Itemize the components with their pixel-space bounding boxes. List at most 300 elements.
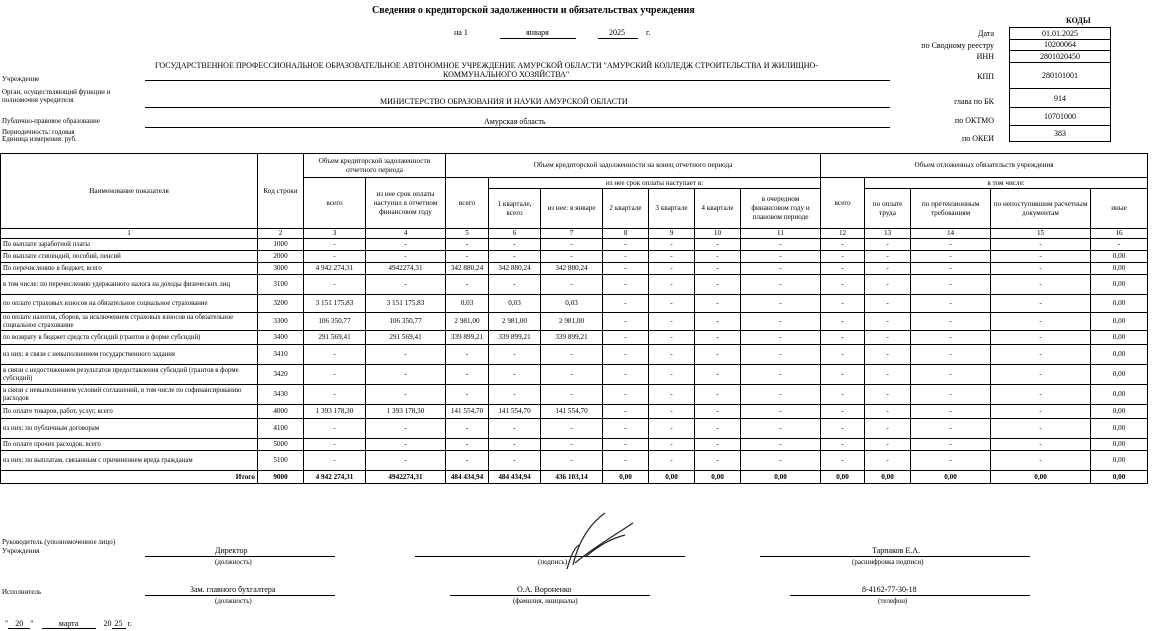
row-value: 4 942 274,31 — [304, 263, 366, 275]
row-value: - — [304, 275, 366, 295]
header-next: в очередном финансовом году и плановом периоде — [741, 189, 821, 229]
row-value: - — [649, 275, 695, 295]
row-value: - — [911, 295, 991, 313]
table-row — [1, 239, 1148, 251]
row-value: - — [911, 419, 991, 439]
head-position-caption: (должность) — [215, 558, 252, 566]
row-value: 4 942 274,31 — [304, 471, 366, 484]
row-name: в том числе: по перечислению удержанного налога на доходы физических лиц — [1, 275, 258, 295]
code-value-bk: 914 — [1009, 89, 1111, 108]
row-value: - — [541, 439, 603, 451]
header-group3: Объем отложенных обязательств учреждения — [821, 154, 1148, 178]
row-value: - — [695, 439, 741, 451]
row-value: - — [695, 313, 741, 331]
row-value: 2 981,00 — [489, 313, 541, 331]
row-value: - — [541, 385, 603, 405]
signature-caption: (подпись) — [538, 558, 568, 566]
row-value: - — [741, 239, 821, 251]
exec-name: О.А. Вороненко — [517, 585, 572, 594]
date-month: января — [526, 28, 549, 37]
row-code: 2000 — [258, 251, 304, 263]
header-q2: 2 квартале — [603, 189, 649, 229]
row-value: - — [911, 239, 991, 251]
header-g1-due: из нее срок оплаты наступил в отчетном финансовом году — [366, 178, 446, 229]
exec-position: Зам. главного бухгалтера — [190, 585, 276, 594]
label-founder-1: Орган, осуществляющий функции и — [2, 88, 111, 96]
header-q3: 3 квартале — [649, 189, 695, 229]
date-suffix: г. — [646, 28, 651, 37]
row-value: 0,00 — [865, 471, 911, 484]
row-name: По перечислению в бюджет, всего — [1, 263, 258, 275]
row-value: - — [865, 419, 911, 439]
row-value: 0,00 — [1091, 313, 1148, 331]
row-code: 9000 — [258, 471, 304, 484]
table-row — [1, 345, 1148, 365]
row-value: - — [304, 385, 366, 405]
exec-phone: 8-4162-77-30-18 — [862, 585, 917, 594]
row-value: 106 350,77 — [304, 313, 366, 331]
row-value: - — [446, 251, 489, 263]
row-value: - — [1091, 239, 1148, 251]
column-number: 11 — [741, 229, 821, 239]
row-value: - — [865, 263, 911, 275]
row-name: Итого — [1, 471, 258, 484]
row-value: - — [649, 263, 695, 275]
label-ppo: Публично-правовое образование — [2, 117, 100, 125]
row-value: - — [911, 313, 991, 331]
row-value: - — [991, 405, 1091, 419]
row-value: - — [366, 419, 446, 439]
row-value: 1 393 178,30 — [304, 405, 366, 419]
header-q4: 4 квартале — [695, 189, 741, 229]
head-position: Директор — [215, 546, 248, 555]
codes-heading: КОДЫ — [1066, 16, 1091, 25]
row-value: 0,00 — [1091, 251, 1148, 263]
column-number: 3 — [304, 229, 366, 239]
row-value: 0,00 — [1091, 419, 1148, 439]
row-code: 4100 — [258, 419, 304, 439]
row-code: 3420 — [258, 365, 304, 385]
row-value: - — [865, 251, 911, 263]
row-value: - — [821, 365, 865, 385]
row-value: - — [304, 345, 366, 365]
row-value: - — [865, 313, 911, 331]
row-value: - — [911, 263, 991, 275]
row-value: - — [603, 239, 649, 251]
row-value: - — [821, 385, 865, 405]
report-date: " 20 " марта 20 25 г. — [5, 619, 132, 628]
table-row — [1, 405, 1148, 419]
header-claims: по претензионным требованиям — [911, 189, 991, 229]
row-name: из них: в связи с невыполнением государственного задания — [1, 345, 258, 365]
table-row — [1, 313, 1148, 331]
head-name-caption: (расшифровка подписи) — [852, 558, 924, 566]
row-value: - — [304, 451, 366, 471]
row-value: - — [649, 331, 695, 345]
code-label-inn: ИНН — [976, 52, 994, 61]
row-value: - — [695, 365, 741, 385]
row-value: - — [603, 419, 649, 439]
row-value: 339 899,21 — [541, 331, 603, 345]
row-value: 0,00 — [1091, 331, 1148, 345]
row-value: - — [821, 439, 865, 451]
row-value: 0,00 — [1091, 263, 1148, 275]
row-value: - — [603, 263, 649, 275]
row-value: - — [821, 295, 865, 313]
founder-name: МИНИСТЕРСТВО ОБРАЗОВАНИЯ И НАУКИ АМУРСКОЙ ОБЛАСТИ — [380, 97, 628, 106]
row-value: - — [991, 451, 1091, 471]
row-code: 3410 — [258, 345, 304, 365]
row-value: - — [541, 451, 603, 471]
header-q1: 1 квартале, всего — [489, 189, 541, 229]
row-value: - — [603, 365, 649, 385]
row-code: 3400 — [258, 331, 304, 345]
row-value: - — [865, 365, 911, 385]
row-value: 0,00 — [1091, 275, 1148, 295]
row-value: - — [304, 419, 366, 439]
row-value: 0,00 — [603, 471, 649, 484]
code-label-registry: по Сводному реестру — [921, 41, 994, 50]
row-value: - — [446, 419, 489, 439]
code-value-date: 01.01.2025 — [1009, 27, 1111, 40]
code-value-oktmo: 10701000 — [1009, 108, 1111, 126]
row-value: - — [366, 251, 446, 263]
row-value: - — [991, 345, 1091, 365]
row-value: - — [695, 345, 741, 365]
row-value: - — [991, 239, 1091, 251]
label-period: Периодичность: годовая — [2, 128, 75, 136]
row-value: - — [603, 275, 649, 295]
row-value: - — [911, 251, 991, 263]
row-value: - — [695, 385, 741, 405]
row-name: в связи с невыполнением условий соглашений, в том числе по софинансированию расходов — [1, 385, 258, 405]
header-code: Код строки — [258, 154, 304, 229]
row-value: - — [366, 385, 446, 405]
row-value: 342 880,24 — [446, 263, 489, 275]
row-value: - — [489, 385, 541, 405]
row-value: - — [304, 251, 366, 263]
row-value: 0,00 — [821, 471, 865, 484]
row-value: 0,03 — [541, 295, 603, 313]
row-name: в связи с недостижением результатов предоставления субсидий (грантов в форме субсидий) — [1, 365, 258, 385]
column-number: 12 — [821, 229, 865, 239]
report-date-suffix: г. — [127, 619, 132, 628]
header-other: иные — [1091, 189, 1148, 229]
header-name: Наименование показателя — [1, 154, 258, 229]
header-labor: по оплате труда — [865, 189, 911, 229]
row-value: - — [911, 331, 991, 345]
row-value: 3 151 175,83 — [366, 295, 446, 313]
row-value: - — [446, 451, 489, 471]
row-value: - — [541, 365, 603, 385]
row-value: 436 103,14 — [541, 471, 603, 484]
code-value-okei: 383 — [1009, 126, 1111, 142]
header-g3-sub: в том числе: — [865, 178, 1148, 189]
table-row — [1, 251, 1148, 263]
row-value: - — [695, 239, 741, 251]
row-value: - — [603, 405, 649, 419]
header-docs: по непоступившим расчетным документам — [991, 189, 1091, 229]
row-value: - — [821, 331, 865, 345]
header-g2-total: всего — [446, 178, 489, 229]
column-number: 10 — [695, 229, 741, 239]
row-value: 0,00 — [1091, 385, 1148, 405]
row-value: - — [695, 251, 741, 263]
row-value: - — [304, 439, 366, 451]
row-value: 4942274,31 — [366, 263, 446, 275]
exec-position-caption: (должность) — [215, 597, 252, 605]
row-value: - — [446, 385, 489, 405]
row-value: - — [695, 451, 741, 471]
row-value: - — [366, 345, 446, 365]
row-value: - — [741, 439, 821, 451]
column-number: 5 — [446, 229, 489, 239]
row-value: - — [304, 365, 366, 385]
row-value: - — [741, 365, 821, 385]
row-code: 5100 — [258, 451, 304, 471]
row-value: - — [695, 405, 741, 419]
column-number: 15 — [991, 229, 1091, 239]
label-founder-2: полномочия учредителя — [2, 96, 74, 104]
row-value: 342 880,24 — [489, 263, 541, 275]
row-value: - — [603, 439, 649, 451]
row-value: 1 393 178,30 — [366, 405, 446, 419]
row-value: - — [695, 275, 741, 295]
row-name: По выплате стипендий, пособий, пенсий — [1, 251, 258, 263]
table-row — [1, 263, 1148, 275]
table-row — [1, 295, 1148, 313]
code-label-kpp: КПП — [977, 72, 994, 81]
code-label-date: Дата — [978, 29, 994, 38]
table-row — [1, 451, 1148, 471]
row-value: - — [865, 295, 911, 313]
code-label-bk: глава по БК — [954, 97, 994, 106]
signature-mark — [545, 505, 635, 575]
row-code: 3000 — [258, 263, 304, 275]
row-value: - — [446, 275, 489, 295]
row-value: - — [541, 345, 603, 365]
column-number: 1 — [1, 229, 258, 239]
row-value: - — [649, 295, 695, 313]
row-value: - — [649, 313, 695, 331]
row-value: 141 554,70 — [541, 405, 603, 419]
row-value: - — [603, 345, 649, 365]
column-number: 6 — [489, 229, 541, 239]
row-code: 3430 — [258, 385, 304, 405]
row-value: - — [649, 365, 695, 385]
document-title: Сведения о кредиторской задолженности и обязательствах учреждения — [372, 5, 695, 16]
row-value: - — [821, 239, 865, 251]
row-value: - — [695, 419, 741, 439]
row-value: 141 554,70 — [489, 405, 541, 419]
row-value: - — [991, 439, 1091, 451]
code-label-oktmo: по ОКТМО — [954, 116, 994, 125]
label-unit: Единица измерения: руб. — [2, 135, 77, 143]
phone-caption: (телефон) — [878, 597, 908, 605]
row-value: - — [991, 313, 1091, 331]
head-label-1: Руководитель (уполномоченное лицо) — [2, 538, 116, 546]
table-row — [1, 419, 1148, 439]
row-value: - — [366, 239, 446, 251]
row-value: - — [489, 451, 541, 471]
row-value: - — [541, 239, 603, 251]
row-value: 484 434,94 — [489, 471, 541, 484]
row-value: - — [991, 275, 1091, 295]
row-value: - — [304, 239, 366, 251]
row-code: 1000 — [258, 239, 304, 251]
row-value: 339 899,21 — [446, 331, 489, 345]
header-jan: из нее: в январе — [541, 189, 603, 229]
row-value: - — [603, 385, 649, 405]
row-value: 0,00 — [1091, 345, 1148, 365]
row-value: - — [489, 275, 541, 295]
column-number: 4 — [366, 229, 446, 239]
row-value: - — [603, 313, 649, 331]
row-value: 0,00 — [649, 471, 695, 484]
row-value: 0,00 — [1091, 295, 1148, 313]
row-value: - — [991, 419, 1091, 439]
row-value: 0,00 — [1091, 365, 1148, 385]
row-value: - — [446, 439, 489, 451]
row-value: - — [991, 385, 1091, 405]
row-value: - — [489, 239, 541, 251]
row-value: - — [741, 275, 821, 295]
row-value: - — [741, 385, 821, 405]
row-value: - — [741, 451, 821, 471]
row-value: 342 880,24 — [541, 263, 603, 275]
row-value: - — [649, 419, 695, 439]
row-name: По выплате заработной платы — [1, 239, 258, 251]
row-code: 5000 — [258, 439, 304, 451]
row-value: - — [911, 439, 991, 451]
row-value: - — [603, 251, 649, 263]
row-value: - — [649, 385, 695, 405]
row-name: из них: по выплатам, связанным с причинением вреда гражданам — [1, 451, 258, 471]
row-name: По оплате прочих расходов, всего — [1, 439, 258, 451]
row-value: - — [865, 385, 911, 405]
column-number: 8 — [603, 229, 649, 239]
column-number: 16 — [1091, 229, 1148, 239]
row-value: - — [821, 419, 865, 439]
date-year: 2025 — [609, 28, 625, 37]
report-date-day: 20 — [8, 619, 30, 629]
row-value: 339 899,21 — [489, 331, 541, 345]
row-value: - — [865, 275, 911, 295]
row-name: из них: по публичным договорам — [1, 419, 258, 439]
column-number: 9 — [649, 229, 695, 239]
row-value: - — [821, 251, 865, 263]
row-value: - — [649, 405, 695, 419]
row-value: 106 350,77 — [366, 313, 446, 331]
ppo-name: Амурская область — [484, 117, 546, 126]
row-value: - — [865, 345, 911, 365]
institution-name-line2: КОММУНАЛЬНОГО ХОЗЯЙСТВА" — [443, 70, 570, 79]
row-value: 0,00 — [1091, 471, 1148, 484]
row-value: 3 151 175,83 — [304, 295, 366, 313]
exec-name-caption: (фамилия, инициалы) — [513, 597, 578, 605]
row-value: - — [695, 263, 741, 275]
row-value: 0,00 — [991, 471, 1091, 484]
row-value: 2 981,00 — [541, 313, 603, 331]
code-label-okei: по ОКЕИ — [961, 134, 994, 143]
label-institution: Учреждение — [2, 75, 40, 83]
row-value: - — [821, 345, 865, 365]
row-value: - — [541, 251, 603, 263]
row-value: - — [991, 331, 1091, 345]
header-group2: Объем кредиторской задолженности на конец отчетного периода — [446, 154, 821, 178]
table-row — [1, 385, 1148, 405]
table-row — [1, 275, 1148, 295]
row-value: - — [741, 263, 821, 275]
row-code: 3200 — [258, 295, 304, 313]
row-value: - — [865, 439, 911, 451]
row-name: по оплате страховых взносов на обязательное социальное страхование — [1, 295, 258, 313]
row-value: - — [603, 331, 649, 345]
row-value: - — [366, 439, 446, 451]
row-value: - — [911, 365, 991, 385]
row-value: 0,00 — [1091, 451, 1148, 471]
row-value: - — [741, 331, 821, 345]
row-value: - — [366, 275, 446, 295]
row-value: - — [865, 239, 911, 251]
report-date-year: 25 — [112, 619, 126, 629]
row-value: - — [911, 405, 991, 419]
row-value: 2 981,00 — [446, 313, 489, 331]
row-value: - — [603, 451, 649, 471]
row-value: - — [541, 419, 603, 439]
table-row — [1, 439, 1148, 451]
row-value: - — [741, 419, 821, 439]
row-value: - — [991, 365, 1091, 385]
column-number: 14 — [911, 229, 991, 239]
header-g1-total: всего — [304, 178, 366, 229]
row-value: - — [446, 365, 489, 385]
row-value: - — [911, 275, 991, 295]
column-number: 7 — [541, 229, 603, 239]
report-date-month: марта — [42, 619, 96, 629]
row-value: - — [911, 385, 991, 405]
row-value: - — [366, 451, 446, 471]
row-value: - — [911, 345, 991, 365]
table-row — [1, 471, 1148, 484]
row-code: 3100 — [258, 275, 304, 295]
row-value: - — [991, 295, 1091, 313]
exec-label: Исполнитель — [2, 588, 42, 596]
row-name: по возврату в бюджет средств субсидий (грантов в форме субсидий) — [1, 331, 258, 345]
row-value: 0,00 — [741, 471, 821, 484]
row-value: - — [541, 275, 603, 295]
row-value: - — [991, 251, 1091, 263]
row-code: 3300 — [258, 313, 304, 331]
row-code: 4000 — [258, 405, 304, 419]
row-value: - — [649, 251, 695, 263]
row-value: - — [821, 275, 865, 295]
date-prefix: на 1 — [454, 28, 468, 37]
code-value-registry: 10200064 — [1009, 39, 1111, 51]
row-value: - — [489, 251, 541, 263]
row-value: 291 569,41 — [366, 331, 446, 345]
row-value: - — [649, 451, 695, 471]
row-value: - — [489, 345, 541, 365]
institution-name-line1: ГОСУДАРСТВЕННОЕ ПРОФЕССИОНАЛЬНОЕ ОБРАЗОВАТЕЛЬНОЕ АВТОНОМНОЕ УЧРЕЖДЕНИЕ АМУРСКОЙ ОБЛАСТИ "АМУРСКИЙ КОЛЛЕДЖ СТРОИТЕЛЬСТВА И ЖИЛИЩНО- — [155, 61, 818, 70]
row-value: 0,00 — [911, 471, 991, 484]
row-value: 0,03 — [489, 295, 541, 313]
row-value: - — [991, 263, 1091, 275]
row-value: - — [489, 439, 541, 451]
column-number: 2 — [258, 229, 304, 239]
row-value: - — [741, 295, 821, 313]
payables-table — [0, 153, 1148, 484]
